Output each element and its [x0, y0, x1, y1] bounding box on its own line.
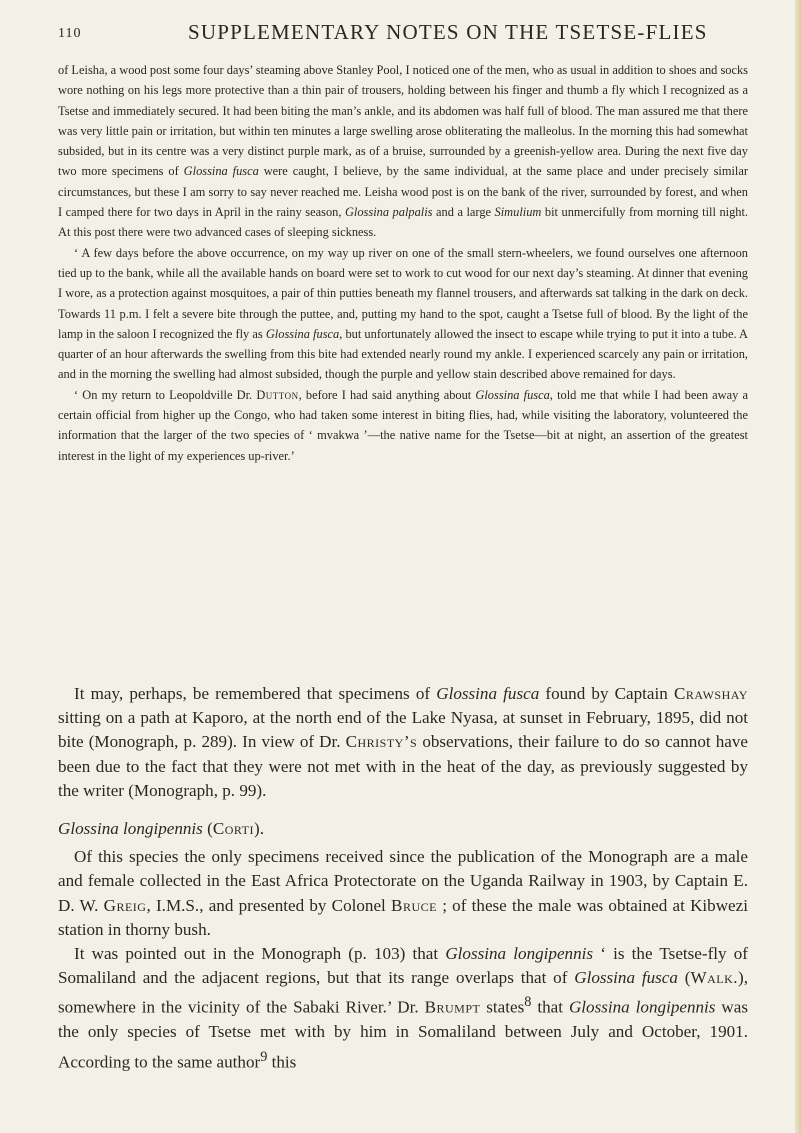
- quote-paragraph-1: of Leisha, a wood post some four days’ steaming above Stanley Pool, I noticed one of the men, who as usual in addition to shoes and socks wore nothing on his legs more protective than a thin pair of trousers, holding between his finger and thumb a fly which I recognized as a Tsetse and immediately secured. It had been biting the man’s ankle, and its abdomen was half full of blood. The man assured me that there was very little pain or irritation, but within ten minutes a large swelling arose obliterating the malleolus. In the morning this had somewhat subsided, but in its centre was a very distinct purple mark, as of a bruise, surrounded by a greenish-yellow area. During the next five day two more specimens of Glossina fusca were caught, I believe, by the same individual, at the same place and under precisely similar circumstances, but these I am sorry to say never reached me. Leisha wood post is on the bank of the river, surrounded by forest, and when I camped there for two days in April in the rainy season, Glossina palpalis and a large Simulium bit unmercifully from morning till night. At this post there were two advanced cases of sleeping sickness.: [58, 63, 749, 240]
- body-paragraph-3: It was pointed out in the Monograph (p. 103) that Glossina longipennis ‘ is the Tsetse-fly of Somaliland and the adjacent regions, but that its range overlaps that of Glossina fusca (Walk.), somewhere in the vicinity of the Sabaki River.’ Dr. Brumpt states$^8$ that Glossina longipennis was the only species of Tsetse met with by him in Somaliland between July and October, 1901. According to the same author$^9$ this: [58, 944, 748, 1072]
- body-paragraph-2: Of this species the only specimens received since the publication of the Monograph are a male and female collected in the East Africa Protectorate on the Uganda Railway in 1903, by Captain E. D. W. Greig, I.M.S., and presented by Colonel Bruce ; of these the male was obtained at Kibwezi station in thorny bush.: [58, 847, 748, 939]
- species-name: Glossina fusca: [574, 968, 678, 988]
- page-number: 110: [58, 26, 82, 41]
- species-name: Glossina fusca: [265, 326, 340, 341]
- main-text: [58, 682, 748, 1074]
- person-name: Greig: [103, 895, 147, 915]
- person-name: Bruce: [391, 895, 437, 915]
- species-name: Glossina longipennis: [58, 819, 203, 839]
- species-name: Glossina longipennis: [445, 944, 594, 964]
- genus-name: Simulium: [494, 205, 542, 220]
- person-name: Christy’s: [345, 732, 418, 752]
- page-edge: [795, 0, 801, 1133]
- author-name: Corti: [212, 819, 254, 839]
- species-name: Glossina fusca: [436, 684, 540, 703]
- body-paragraph-1: It may, perhaps, be remembered that specimens of Glossina fusca found by Captain Crawshay sitting on a path at Kaporo, at the north end of the Lake Nyasa, at sunset in February, 1895, did not bite (Monograph, p. 289). In view of Dr. Christy’s observations, their failure to do so cannot have been due to the fact that they were not met with in the heat of the day, as previously suggested by the writer (Monograph, p. 99).: [58, 684, 748, 800]
- quoted-passage: [58, 60, 748, 466]
- quote-paragraph-2: ‘ A few days before the above occurrence, on my way up river on one of the small stern-wheelers, we found ourselves one afternoon tied up to the bank, while all the available hands on board were set to work to cut wood for our next day’s steaming. At dinner that evening I wore, as a protection against mosquitoes, a pair of thin putties beneath my flannel trousers, and afterwards sat talking in the dark on deck. Towards 11 p.m. I felt a severe bite through the puttee, and, putting my hand to the spot, caught a Tsetse full of blood. By the light of the lamp in the saloon I recognized the fly as Glossina fusca, but unfortunately allowed the insect to escape while trying to put it into a tube. A quarter of an hour afterwards the swelling from this bite had extended nearly round my ankle. I experienced scarcely any pain or irritation, and in the morning the swelling had almost subsided, though the purple and yellow stain described above remained for days.: [58, 245, 748, 382]
- footnote-marker: 8: [524, 994, 532, 1011]
- footnote-marker: 9: [260, 1048, 268, 1065]
- running-title: SUPPLEMENTARY NOTES ON THE TSETSE-FLIES: [188, 20, 708, 44]
- species-name: Glossina longipennis: [568, 998, 716, 1018]
- species-name: Glossina fusca: [475, 387, 550, 402]
- species-name: Glossina palpalis: [344, 205, 433, 220]
- author-name: Walk.: [690, 968, 739, 988]
- section-heading: Glossina longipennis (Corti).: [58, 819, 264, 839]
- running-header: [58, 20, 748, 48]
- person-name: Brumpt: [424, 998, 481, 1018]
- species-name: Glossina fusca: [183, 164, 259, 179]
- quote-paragraph-3: ‘ On my return to Leopoldville Dr. Dutton, before I had said anything about Glossina fusca, told me that while I had been away a certain official from higher up the Congo, who had taken some interest in biting flies, had, while visiting the laboratory, volunteered the information that the larger of the two species of ‘ mvakwa ’—the native name for the Tsetse—bit at night, an assertion of the greatest interest in the light of my experiences up-river.’: [58, 387, 748, 463]
- person-name: Crawshay: [673, 684, 748, 703]
- person-name: Dutton: [256, 387, 299, 402]
